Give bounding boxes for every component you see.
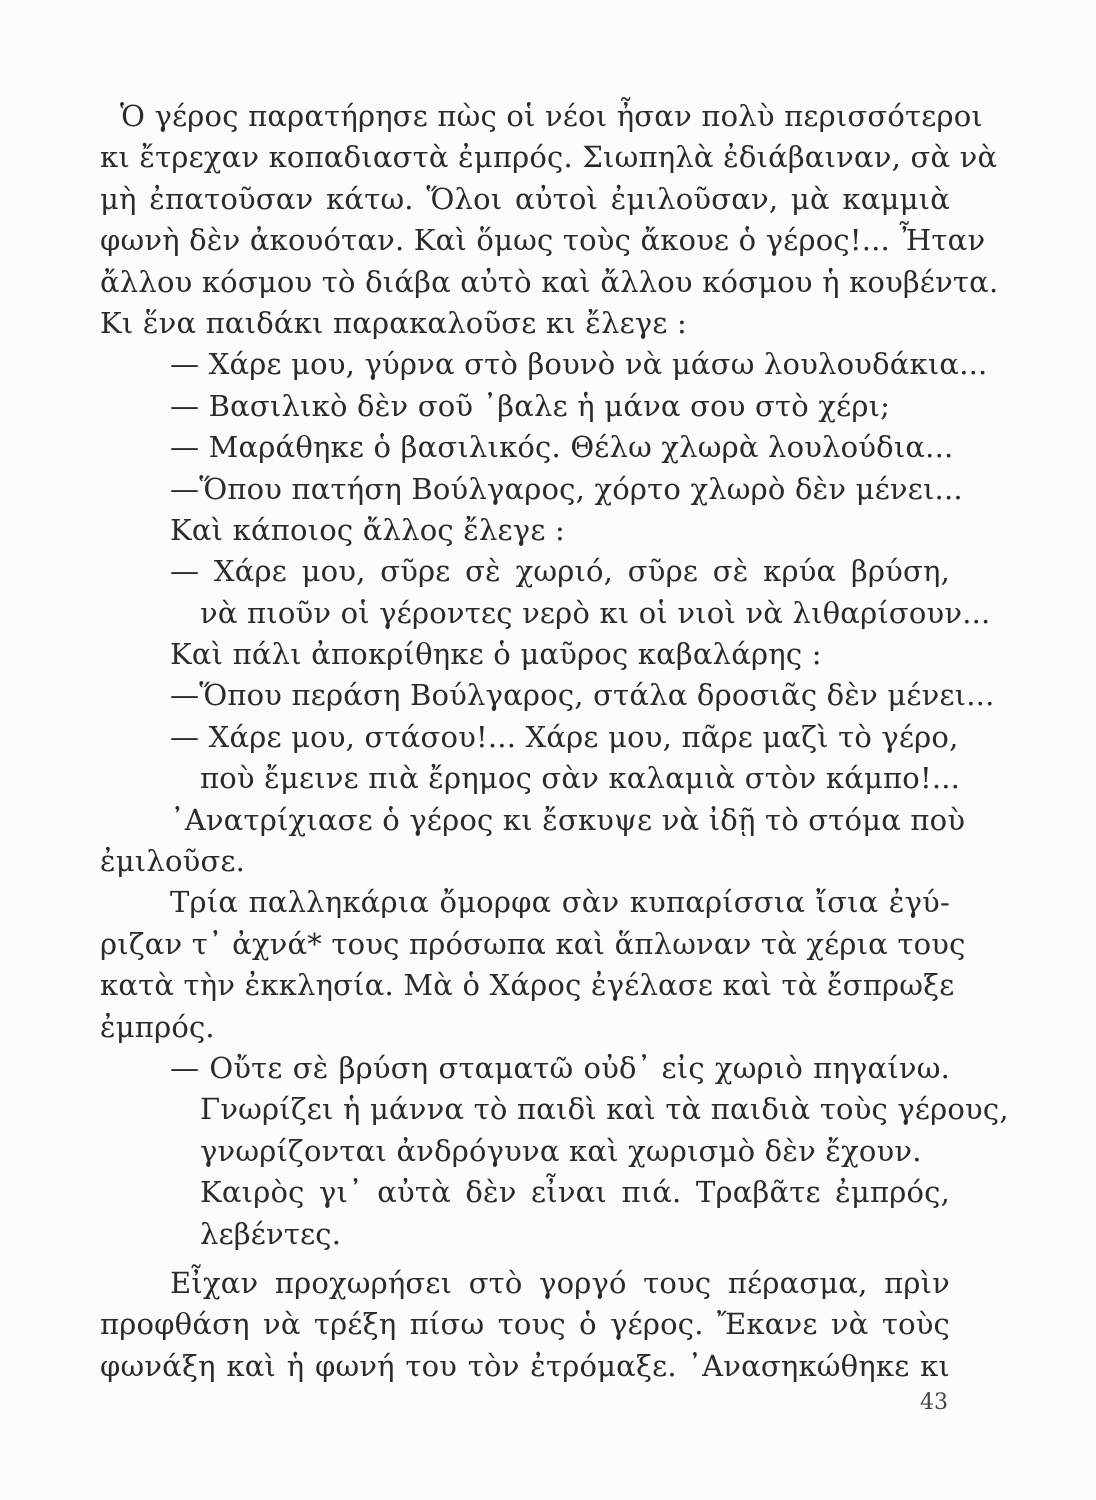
text-line: —Ὅπου πατήση Βούλγαρος, χόρτο χλωρὸ δὲν μένει... <box>170 471 963 506</box>
text-line: Καιρὸς γι᾿ αὐτὰ δὲν εἶναι πιά. Τραβᾶτε ἐμπρός, <box>200 1175 950 1210</box>
text-line: — Βασιλικὸ δὲν σοῦ ᾿βαλε ἡ μάνα σου στὸ χέρι; <box>170 388 891 423</box>
text-line: Κι ἕνα παιδάκι παρακαλοῦσε κι ἔλεγε : <box>100 305 687 340</box>
page-text <box>100 96 1009 1387</box>
text-line: Καὶ πάλι ἀποκρίθηκε ὁ μαῦρος καβαλάρης : <box>170 637 822 672</box>
text-line: — Μαράθηκε ὁ βασιλικός. Θέλω χλωρὰ λουλούδια... <box>170 430 954 465</box>
text-line: — Χάρε μου, γύρνα στὸ βουνὸ νὰ μάσω λουλουδάκια... <box>170 347 988 382</box>
text-line: Εἶχαν προχωρήσει στὸ γοργό τους πέρασμα, πρὶν <box>170 1265 950 1300</box>
text-line: ριζαν τ᾿ ἀχνά* τους πρόσωπα καὶ ἅπλωναν τὰ χέρια τους <box>100 926 966 961</box>
text-line: — Χάρε μου, στάσου!... Χάρε μου, πᾶρε μαζὶ τὸ γέρο, <box>170 719 959 754</box>
text-line: Γνωρίζει ἡ μάννα τὸ παιδὶ καὶ τὰ παιδιὰ τοὺς γέρους, <box>200 1092 1009 1127</box>
text-line: ᾿Ανατρίχιασε ὁ γέρος κι ἔσκυψε νὰ ἰδῇ τὸ στόμα ποὺ <box>170 802 966 837</box>
text-line: —Ὅπου περάση Βούλγαρος, στάλα δροσιᾶς δὲν μένει... <box>170 678 995 713</box>
text-line: Καὶ κάποιος ἄλλος ἔλεγε : <box>170 512 565 547</box>
text-line: Τρία παλληκάρια ὄμορφα σὰν κυπαρίσσια ἴσια ἐγύ- <box>170 885 950 920</box>
page-number: 43 <box>920 1390 948 1415</box>
text-line: φωνὴ δὲν ἀκουόταν. Καὶ ὅμως τοὺς ἄκουε ὁ γέρος!... Ἦταν <box>100 223 986 258</box>
text-line: — Χάρε μου, σῦρε σὲ χωριό, σῦρε σὲ κρύα βρύση, <box>170 554 950 589</box>
text-line: ἄλλου κόσμου τὸ διάβα αὐτὸ καὶ ἄλλου κόσμου ἡ κουβέντα. <box>100 264 999 299</box>
text-line: προφθάση νὰ τρέξη πίσω τους ὁ γέρος. Ἔκανε νὰ τοὺς <box>100 1307 950 1342</box>
text-line: μὴ ἐπατοῦσαν κάτω. Ὅλοι αὐτοὶ ἐμιλοῦσαν, μὰ καμμιὰ <box>100 181 950 216</box>
text-line: ποὺ ἔμεινε πιὰ ἔρημος σὰν καλαμιὰ στὸν κάμπο!... <box>200 761 961 796</box>
text-line: — Οὔτε σὲ βρύση σταματῶ οὐδ᾿ εἰς χωριὸ πηγαίνω. <box>170 1050 950 1085</box>
text-line: ἐμιλοῦσε. <box>100 844 246 879</box>
text-line: λεβέντες. <box>200 1216 342 1251</box>
text-line: ἐμπρός. <box>100 1009 215 1044</box>
text-line: Ὁ γέρος παρατήρησε πὼς οἱ νέοι ἦσαν πολὺ περισσότεροι <box>120 99 983 133</box>
text-line: κατὰ τὴν ἐκκλησία. Μὰ ὁ Χάρος ἐγέλασε καὶ τὰ ἔσπρωξε <box>100 968 955 1003</box>
text-line: φωνάξη καὶ ἡ φωνή του τὸν ἐτρόμαξε. ᾿Ανασηκώθηκε κι <box>100 1348 950 1383</box>
text-line: κι ἔτρεχαν κοπαδιαστὰ ἐμπρός. Σιωπηλὰ ἐδιάβαιναν, σὰ νὰ <box>100 140 998 175</box>
text-line: γνωρίζονται ἀνδρόγυνα καὶ χωρισμὸ δὲν ἔχουν. <box>200 1133 922 1168</box>
text-line: νὰ πιοῦν οἱ γέροντες νερὸ κι οἱ νιοὶ νὰ λιθαρίσουν... <box>200 595 991 630</box>
